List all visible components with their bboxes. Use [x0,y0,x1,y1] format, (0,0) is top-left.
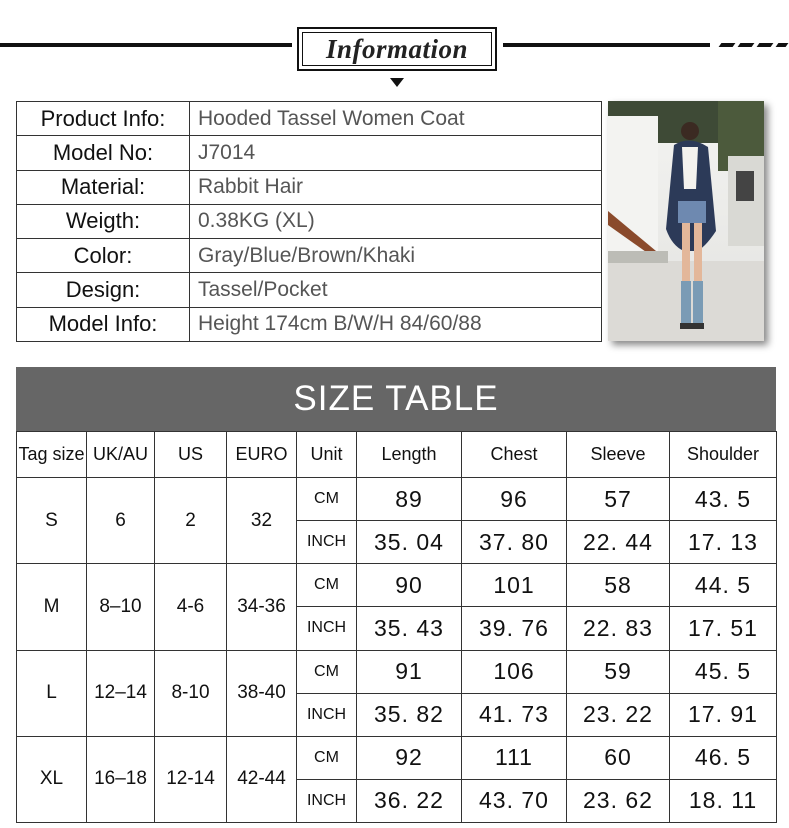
uk-au-cell: 16–18 [87,736,155,822]
rule-dash [738,43,755,47]
table-row [17,650,777,693]
info-label: Product Info: [17,102,190,136]
euro-cell: 32 [227,478,297,564]
sleeve-cell: 60 [567,736,670,779]
col-header-chest: Chest [462,432,567,478]
sleeve-cell: 22. 83 [567,607,670,650]
chest-cell: 39. 76 [462,607,567,650]
info-label: Material: [17,170,190,204]
col-header-shoulder: Shoulder [670,432,777,478]
euro-cell: 38-40 [227,650,297,736]
unit-cell: INCH [297,521,357,564]
unit-cell: CM [297,650,357,693]
size-table [16,431,777,823]
info-value: Rabbit Hair [190,170,602,204]
info-row [17,273,602,307]
length-cell: 36. 22 [357,779,462,822]
col-header-unit: Unit [297,432,357,478]
chest-cell: 41. 73 [462,693,567,736]
table-row [17,736,777,779]
tag-size-cell: L [17,650,87,736]
chest-cell: 111 [462,736,567,779]
sleeve-cell: 23. 62 [567,779,670,822]
chest-cell: 37. 80 [462,521,567,564]
size-header-row [17,432,777,478]
info-label: Color: [17,239,190,273]
length-cell: 35. 82 [357,693,462,736]
info-value: Height 174cm B/W/H 84/60/88 [190,307,602,341]
info-row [17,204,602,238]
us-cell: 4-6 [155,564,227,650]
col-header-length: Length [357,432,462,478]
shoulder-cell: 17. 91 [670,693,777,736]
uk-au-cell: 12–14 [87,650,155,736]
unit-cell: CM [297,478,357,521]
info-value: Hooded Tassel Women Coat [190,102,602,136]
size-table-title: SIZE TABLE [16,367,776,431]
info-label: Weigth: [17,204,190,238]
col-header-us: US [155,432,227,478]
tag-size-cell: M [17,564,87,650]
chest-cell: 96 [462,478,567,521]
shoulder-cell: 17. 13 [670,521,777,564]
info-row [17,136,602,170]
us-cell: 12-14 [155,736,227,822]
length-cell: 89 [357,478,462,521]
rule-dash [757,43,774,47]
info-value: Gray/Blue/Brown/Khaki [190,239,602,273]
col-header-tag-size: Tag size [17,432,87,478]
table-row [17,564,777,607]
us-cell: 8-10 [155,650,227,736]
unit-cell: CM [297,736,357,779]
info-row [17,102,602,136]
tag-size-cell: S [17,478,87,564]
chest-cell: 106 [462,650,567,693]
header-rule-right [503,43,710,47]
chest-cell: 101 [462,564,567,607]
unit-cell: CM [297,564,357,607]
unit-cell: INCH [297,693,357,736]
length-cell: 35. 04 [357,521,462,564]
down-arrow-icon [390,78,404,87]
info-label: Model Info: [17,307,190,341]
header-rule-left [0,43,292,47]
sleeve-cell: 59 [567,650,670,693]
sleeve-cell: 22. 44 [567,521,670,564]
length-cell: 92 [357,736,462,779]
euro-cell: 34-36 [227,564,297,650]
col-header-euro: EURO [227,432,297,478]
length-cell: 35. 43 [357,607,462,650]
shoulder-cell: 45. 5 [670,650,777,693]
shoulder-cell: 46. 5 [670,736,777,779]
info-row [17,239,602,273]
info-row [17,170,602,204]
uk-au-cell: 6 [87,478,155,564]
uk-au-cell: 8–10 [87,564,155,650]
sleeve-cell: 23. 22 [567,693,670,736]
shoulder-cell: 43. 5 [670,478,777,521]
euro-cell: 42-44 [227,736,297,822]
section-title-frame [297,27,497,71]
shoulder-cell: 18. 11 [670,779,777,822]
unit-cell: INCH [297,607,357,650]
col-header-uk-au: UK/AU [87,432,155,478]
info-row [17,307,602,341]
col-header-sleeve: Sleeve [567,432,670,478]
tag-size-cell: XL [17,736,87,822]
rule-dash [719,43,736,47]
table-row [17,478,777,521]
info-label: Model No: [17,136,190,170]
shoulder-cell: 44. 5 [670,564,777,607]
chest-cell: 43. 70 [462,779,567,822]
length-cell: 90 [357,564,462,607]
unit-cell: INCH [297,779,357,822]
sleeve-cell: 58 [567,564,670,607]
product-info-table [16,101,602,342]
shoulder-cell: 17. 51 [670,607,777,650]
info-value: J7014 [190,136,602,170]
sleeve-cell: 57 [567,478,670,521]
info-value: 0.38KG (XL) [190,204,602,238]
info-value: Tassel/Pocket [190,273,602,307]
length-cell: 91 [357,650,462,693]
rule-dash [776,43,789,47]
section-title: Information [302,32,492,66]
model-photo [608,101,764,341]
us-cell: 2 [155,478,227,564]
info-label: Design: [17,273,190,307]
